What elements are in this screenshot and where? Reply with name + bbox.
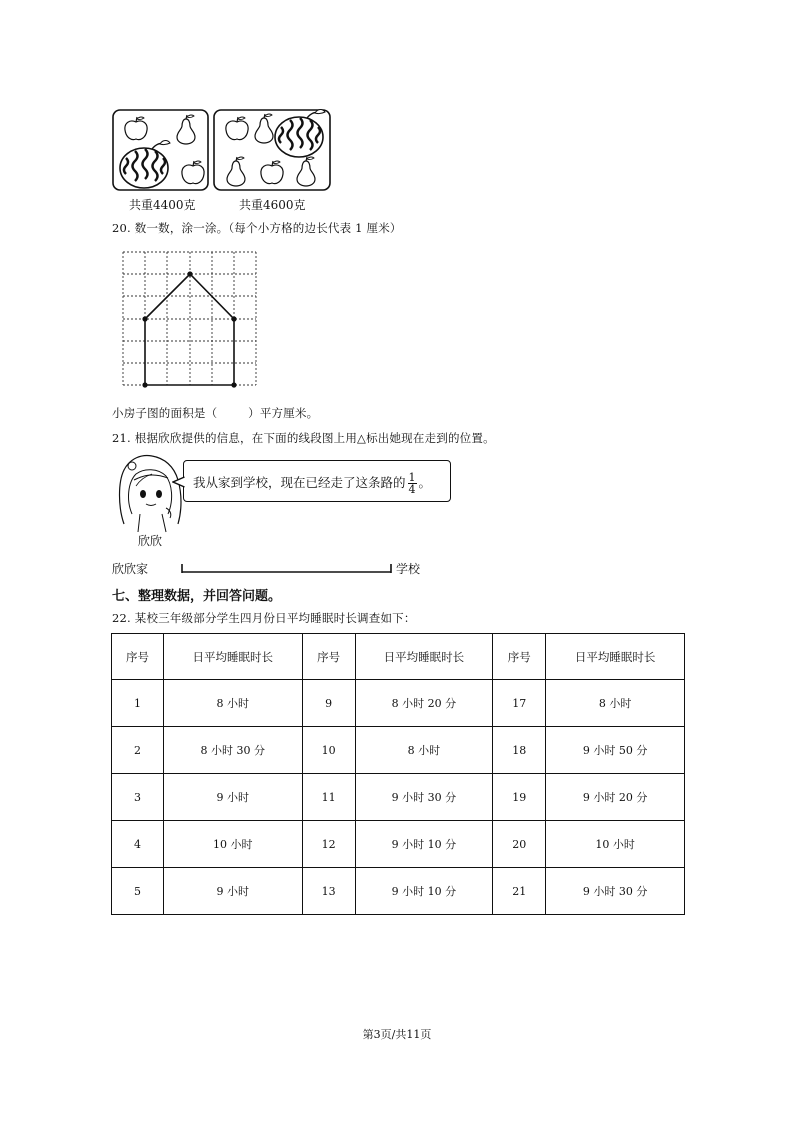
speech-bubble xyxy=(183,460,451,502)
table-cell: 9 小时 xyxy=(163,774,302,821)
table-cell: 5 xyxy=(112,868,164,915)
girl-avatar xyxy=(112,452,192,534)
header-cell: 日平均睡眠时长 xyxy=(355,634,493,680)
table-cell: 21 xyxy=(493,868,546,915)
section-7-title: 七、整理数据，并回答问题。 xyxy=(112,589,282,604)
table-cell: 12 xyxy=(302,821,355,868)
table-cell: 9 小时 10 分 xyxy=(355,868,493,915)
girl-name: 欣欣 xyxy=(138,534,163,548)
line-end-label: 学校 xyxy=(396,562,421,576)
speech-text xyxy=(193,472,431,495)
table-cell: 17 xyxy=(493,680,546,727)
table-cell: 9 小时 20 分 xyxy=(546,774,685,821)
header-cell: 日平均睡眠时长 xyxy=(546,634,685,680)
page-number: 第3页/共11页 xyxy=(362,1028,432,1041)
fruit-box-2-caption: 共重4600克 xyxy=(239,198,306,212)
question-20-answer-line: 小房子图的面积是（ ）平方厘米。 xyxy=(112,406,319,420)
table-cell: 9 小时 30 分 xyxy=(355,774,493,821)
table-cell: 20 xyxy=(493,821,546,868)
house-grid-figure xyxy=(118,248,262,390)
fruit-boxes-figure xyxy=(0,0,794,215)
fraction-numerator: 1 xyxy=(408,471,416,484)
question-21-prompt: 21. 根据欣欣提供的信息，在下面的线段图上用△标出她现在走到的位置。 xyxy=(112,431,495,445)
header-cell: 日平均睡眠时长 xyxy=(163,634,302,680)
table-cell: 11 xyxy=(302,774,355,821)
table-cell: 8 小时 xyxy=(355,727,493,774)
speech-after: 。 xyxy=(418,475,432,490)
speech-bubble-tail xyxy=(172,476,186,490)
table-row xyxy=(112,868,685,915)
table-row xyxy=(112,821,685,868)
question-20-prompt: 20. 数一数，涂一涂。（每个小方格的边长代表 1 厘米） xyxy=(112,221,402,235)
table-cell: 19 xyxy=(493,774,546,821)
question-22-prompt: 22. 某校三年级部分学生四月份日平均睡眠时长调查如下： xyxy=(112,611,416,625)
table-cell: 10 小时 xyxy=(163,821,302,868)
table-cell: 9 小时 10 分 xyxy=(355,821,493,868)
table-cell: 10 小时 xyxy=(546,821,685,868)
sleep-table xyxy=(111,633,685,915)
table-cell: 8 小时 xyxy=(163,680,302,727)
table-row xyxy=(112,727,685,774)
table-cell: 2 xyxy=(112,727,164,774)
fruit-box-1-caption: 共重4400克 xyxy=(129,198,196,212)
fraction xyxy=(408,472,417,495)
table-cell: 4 xyxy=(112,821,164,868)
table-row xyxy=(112,774,685,821)
table-cell: 9 小时 xyxy=(163,868,302,915)
table-cell: 9 xyxy=(302,680,355,727)
table-cell: 10 xyxy=(302,727,355,774)
table-cell: 1 xyxy=(112,680,164,727)
table-header-row xyxy=(112,634,685,680)
header-cell: 序号 xyxy=(302,634,355,680)
line-start-label: 欣欣家 xyxy=(112,562,149,576)
table-cell: 9 小时 30 分 xyxy=(546,868,685,915)
table-cell: 8 小时 20 分 xyxy=(355,680,493,727)
fraction-denominator: 4 xyxy=(408,483,416,496)
header-cell: 序号 xyxy=(493,634,546,680)
table-cell: 3 xyxy=(112,774,164,821)
segment-line[interactable] xyxy=(180,562,394,576)
table-row xyxy=(112,680,685,727)
table-cell: 8 小时 30 分 xyxy=(163,727,302,774)
table-cell: 13 xyxy=(302,868,355,915)
header-cell: 序号 xyxy=(112,634,164,680)
table-cell: 9 小时 50 分 xyxy=(546,727,685,774)
house-outline xyxy=(145,274,234,385)
speech-before: 我从家到学校，现在已经走了这条路的 xyxy=(193,475,406,490)
table-cell: 8 小时 xyxy=(546,680,685,727)
table-cell: 18 xyxy=(493,727,546,774)
